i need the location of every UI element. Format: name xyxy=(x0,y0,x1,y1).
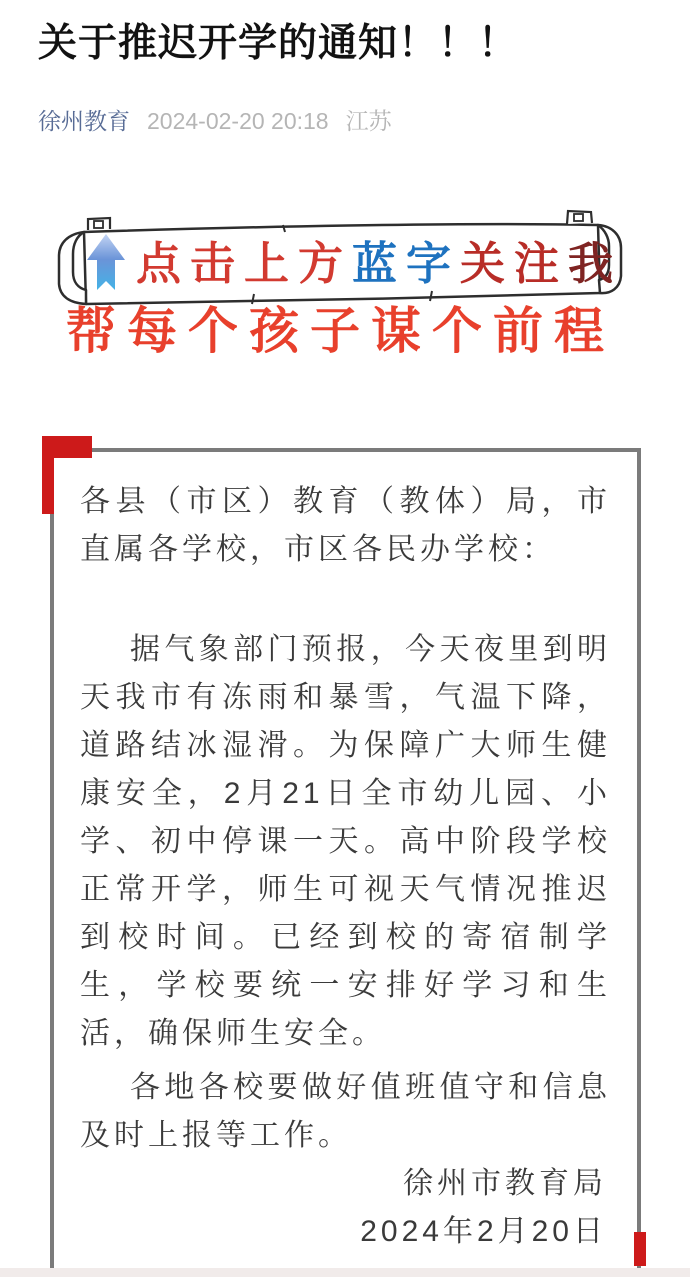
notice-signature: 徐州市教育局 xyxy=(403,1167,607,1200)
notice-salutation: 各县（市区）教育（教体）局，市直属各学校，市区各民办学校： xyxy=(80,485,611,566)
banner-text-blue-name: 蓝字 xyxy=(352,238,461,289)
banner-slogan: 帮每个孩子谋个前程 xyxy=(66,303,615,359)
corner-accent-top-left-arm xyxy=(42,436,92,458)
follow-banner-image[interactable] xyxy=(40,198,655,378)
byline xyxy=(38,106,668,136)
notice-body xyxy=(80,478,611,1256)
notice-card xyxy=(50,448,641,1268)
banner-headline xyxy=(136,232,641,296)
notice-paragraph: 据气象部门预报，今天夜里到明天我市有冻雨和暴雪，气温下降，道路结冰湿滑。为保障广大师生健康安全，2月21日全市幼儿园、小学、初中停课一天。高中阶段学校正常开学，师生可视天气情况推迟到校时间。已经到校的寄宿制学生，学校要统一安排好学习和生活，确保师生安全。 xyxy=(80,633,611,1050)
banner-text-follow: 关注 xyxy=(460,238,569,289)
page-title: 关于推迟开学的通知！！！ xyxy=(38,22,519,65)
publish-timestamp: 2024-02-20 20:18 xyxy=(147,108,329,134)
notice-date: 2024年2月20日 xyxy=(360,1215,607,1248)
account-link[interactable]: 徐州教育 xyxy=(38,108,130,134)
banner-text-click-above: 点击上方 xyxy=(136,238,353,289)
banner-text-me: 我 xyxy=(568,238,623,289)
corner-accent-bottom-right xyxy=(634,1232,646,1266)
notice-paragraph: 各地各校要做好值班值守和信息及时上报等工作。 xyxy=(80,1071,611,1152)
screenshot-cut-strip xyxy=(0,1268,690,1277)
publish-location: 江苏 xyxy=(345,108,392,134)
